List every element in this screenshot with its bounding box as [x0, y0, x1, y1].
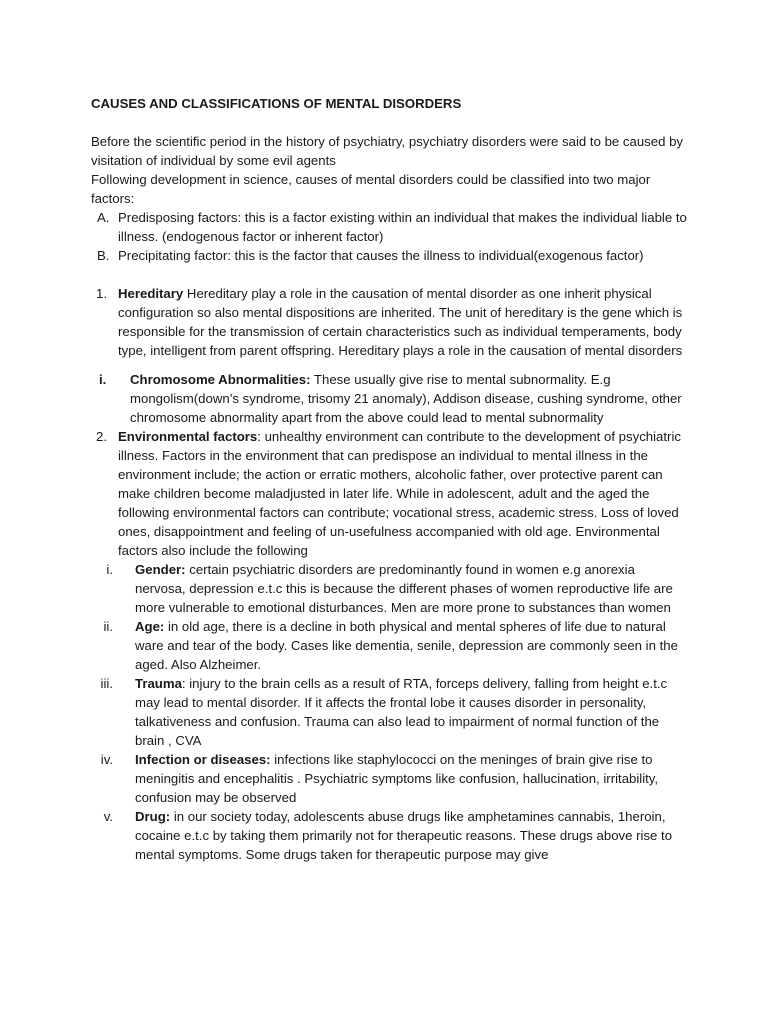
list-item [91, 674, 688, 750]
item-text: in old age, there is a decline in both physical and mental spheres of life due to natural ware and tear of the body. Cases like dementia, senile, depression are commonly seen in the aged. Also Alzheimer. [135, 619, 678, 672]
item-text: : injury to the brain cells as a result of RTA, forceps delivery, falling from height e.t.c may lead to mental disorder. If it affects the frontal lobe it causes disorder in personality, talkativeness and confusion. Trauma can also lead to impairment of normal function of the brain , CVA [135, 676, 668, 748]
item-heading: Drug: [135, 809, 171, 824]
list-item [91, 807, 688, 864]
item-heading: Infection or diseases: [135, 752, 271, 767]
list-marker: B. [97, 248, 110, 263]
list-item-text: Precipitating factor: this is the factor that causes the illness to individual(exogenous factor) [118, 248, 644, 263]
document-title: CAUSES AND CLASSIFICATIONS OF MENTAL DISORDERS [91, 96, 462, 111]
factor-list [91, 208, 688, 265]
list-item-text: Predisposing factors: this is a factor existing within an individual that makes the individual liable to illness. (endogenous factor or inherent factor) [118, 210, 687, 244]
item-heading: Gender: [135, 562, 186, 577]
list-marker: 2. [96, 429, 107, 444]
item-text: in our society today, adolescents abuse drugs like amphetamines cannabis, 1heroin, cocaine e.t.c by taking them primarily not for therapeutic reasons. These drugs above rise to mental symptoms. Some drugs taken for therapeutic purpose may give [135, 809, 673, 862]
list-marker: iv. [100, 752, 113, 767]
section-heading: Environmental factors [118, 429, 258, 444]
list-marker: iii. [100, 676, 113, 691]
section-heading: Chromosome Abnormalities: [130, 372, 311, 387]
list-item [91, 750, 688, 807]
spacer [91, 265, 688, 284]
item-heading: Age: [135, 619, 165, 634]
chromosome-section [91, 370, 688, 427]
section-text: : unhealthy environment can contribute to the development of psychiatric illness. Factors in the environment that can predispose an individual to mental illness in the environment include; the action or erratic mothers, alcoholic father, over protective parent can make children become maladjusted in later life. While in adolescent, adult and the aged the following environmental factors can contribute; vocational stress, academic stress. Loss of loved ones, disappointment and feeling of un-usefulness accompanied with old age. Environmental factors also include the following [118, 429, 681, 558]
item-text: certain psychiatric disorders are predominantly found in women e.g anorexia nervosa, depression e.t.c this is because the different phases of women reproductive life are more vulnerable to emotional disturbances. Men are more prone to substances than women [135, 562, 673, 615]
list-marker: A. [97, 210, 110, 225]
section-text: Hereditary play a role in the causation of mental disorder as one inherit physical configuration so also mental dispositions are inherited. The unit of hereditary is the gene which is responsible for the transmission of certain characteristics such as individual temperaments, body type, intelligent from parent offspring. Hereditary plays a role in the causation of mental disorders [118, 286, 683, 358]
section-text: These usually give rise to mental subnormality. E.g mongolism(down’s syndrome, trisomy 21 anomaly), Addison disease, cushing syndrome, other chromosome abnormality apart from the above could lead to mental subnormality [130, 372, 682, 425]
list-marker: 1. [96, 286, 107, 301]
intro-paragraph: Before the scientific period in the history of psychiatry, psychiatry disorders were said to be caused by visitation of individual by some evil agents [91, 134, 684, 168]
environmental-section [91, 427, 688, 560]
intro-paragraph-2: Following development in science, causes of mental disorders could be classified into two major factors: [91, 172, 651, 206]
list-marker: i. [99, 372, 107, 387]
list-marker: ii. [103, 619, 113, 634]
item-heading: Trauma [135, 676, 182, 691]
item-text: infections like staphylococci on the meninges of brain give rise to meningitis and encephalitis . Psychiatric symptoms like confusion, hallucination, irritability, confusion may be observed [135, 752, 659, 805]
list-item [91, 208, 688, 246]
section-heading: Hereditary [118, 286, 184, 301]
list-marker: i. [106, 562, 113, 577]
list-item [91, 246, 688, 265]
list-item [91, 617, 688, 674]
list-item [91, 560, 688, 617]
list-marker: v. [103, 809, 113, 824]
hereditary-section [91, 284, 688, 360]
